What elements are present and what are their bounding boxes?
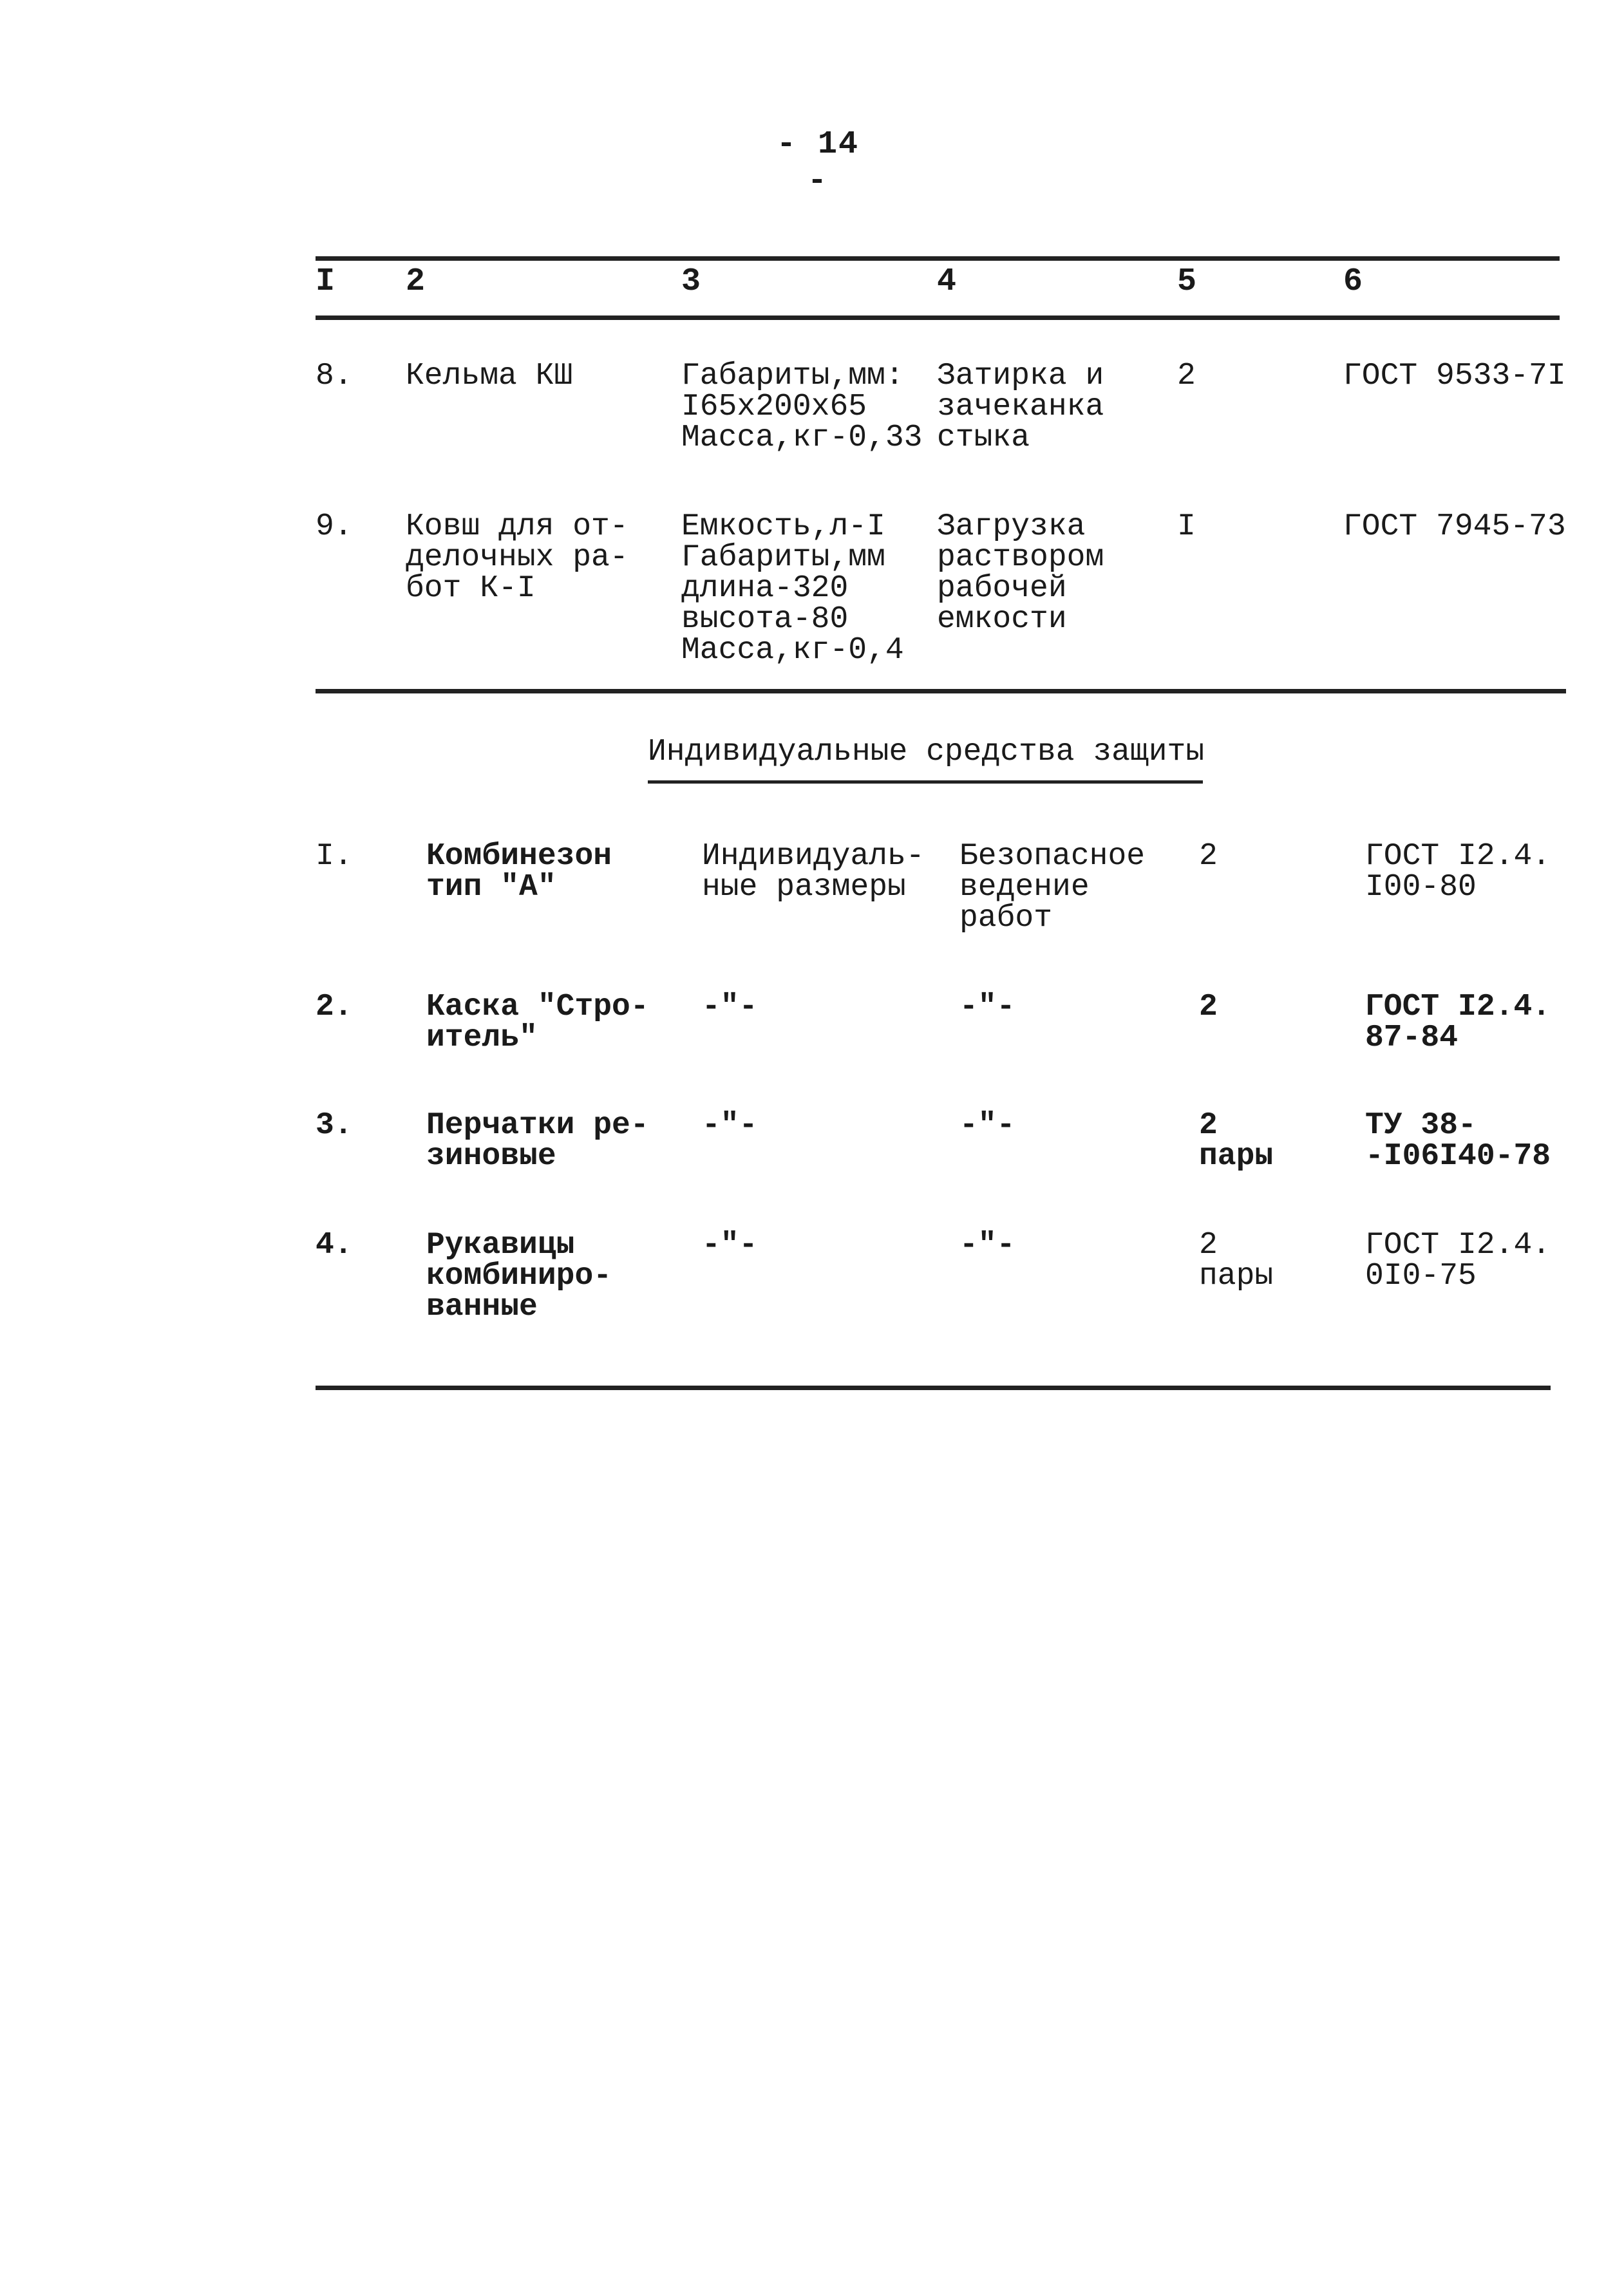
table-bottom-rule (316, 1386, 1551, 1390)
item-standard: ГОСТ 9533-7I (1343, 359, 1566, 393)
item-quantity: 2 (1199, 839, 1218, 874)
item-specs: Габариты,мм: I65x200x65 Масса,кг-0,33 (681, 359, 923, 455)
item-specs: -"- (702, 1228, 758, 1263)
header-col-3: 3 (681, 263, 701, 300)
section-title-underline (648, 780, 1203, 784)
item-standard: ГОСТ 7945-73 (1343, 509, 1566, 544)
row-number: 2. (316, 990, 353, 1024)
item-standard: ГОСТ I2.4. I00-80 (1365, 839, 1551, 905)
row-number: 3. (316, 1108, 353, 1143)
item-quantity: I (1177, 509, 1196, 544)
header-col-2: 2 (406, 263, 426, 300)
item-specs: -"- (702, 1108, 758, 1143)
row-number: 8. (316, 359, 353, 393)
section-title: Индивидуальные средства защиты (648, 735, 1205, 769)
item-standard: ТУ 38- -I06I40-78 (1365, 1108, 1551, 1174)
item-quantity: 2 (1177, 359, 1196, 393)
item-standard: ГОСТ I2.4. 0I0-75 (1365, 1228, 1551, 1294)
item-purpose: -"- (959, 990, 1015, 1024)
item-name: Каска "Стро- итель" (426, 990, 649, 1055)
row-number: 4. (316, 1228, 353, 1263)
item-specs: Емкость,л-I Габариты,мм длина-320 высота-80 Масса,кг-0,4 (681, 509, 904, 668)
item-name: Комбинезон тип "А" (426, 839, 612, 905)
item-specs: Индивидуаль- ные размеры (702, 839, 925, 905)
item-quantity: 2 пары (1199, 1108, 1274, 1174)
item-name: Кельма КШ (406, 359, 573, 393)
tools-bottom-rule (316, 689, 1566, 693)
row-number: I. (316, 839, 353, 874)
header-bottom-rule (316, 315, 1560, 320)
row-number: 9. (316, 509, 353, 544)
item-name: Перчатки ре- зиновые (426, 1108, 649, 1174)
item-quantity: 2 пары (1199, 1228, 1274, 1294)
header-col-1: I (316, 263, 335, 300)
page-number: - 14 - (776, 126, 860, 200)
item-standard: ГОСТ I2.4. 87-84 (1365, 990, 1551, 1055)
header-col-5: 5 (1177, 263, 1197, 300)
item-specs: -"- (702, 990, 758, 1024)
header-col-6: 6 (1343, 263, 1363, 300)
header-col-4: 4 (937, 263, 957, 300)
item-quantity: 2 (1199, 990, 1218, 1024)
item-purpose: Загрузка раствором рабочей емкости (937, 509, 1104, 637)
table-top-rule (316, 256, 1560, 261)
item-purpose: -"- (959, 1228, 1015, 1263)
item-purpose: -"- (959, 1108, 1015, 1143)
item-purpose: Затирка и зачеканка стыка (937, 359, 1104, 455)
item-name: Ковш для от- делочных ра- бот К-I (406, 509, 628, 606)
item-purpose: Безопасное ведение работ (959, 839, 1146, 936)
item-name: Рукавицы комбиниро- ванные (426, 1228, 612, 1324)
